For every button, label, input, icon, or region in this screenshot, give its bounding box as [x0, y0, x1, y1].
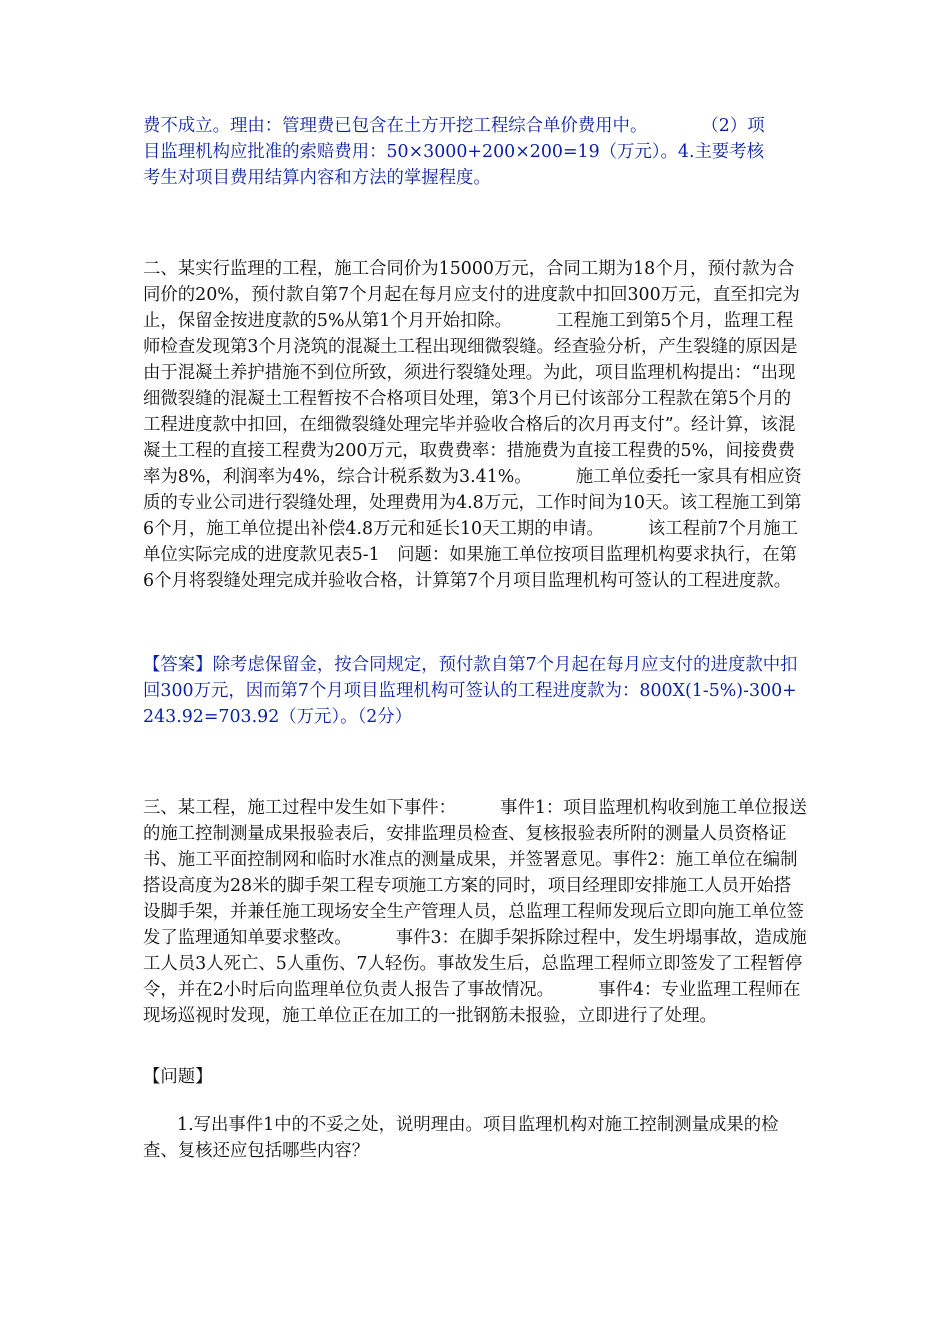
answer-paragraph-1 — [143, 113, 807, 191]
question-2-text-a: 二、某实行监理的工程，施工合同价为15000万元，合同工期为18个月，预付款为合同价的20%，预付款自第7个月起在每月应支付的进度款中扣回300万元，直至扣完为止，保留金按进度款的5%从第1个月开始扣除。 — [143, 259, 800, 331]
question-heading: 【问题】 — [143, 1067, 213, 1087]
question-3-text-b: 事件1：项目监理机构收到施工单位报送的施工控制测量成果报验表后，安排监理员检查、复核报验表所附的测量人员资格证书、施工平面控制网和临时水准点的测量成果，并签署意见。事件2：施工单位在编制搭设高度为28米的脚手架工程专项施工方案的同时，项目经理即安排施工人员开始搭设脚手架，并兼任施工现场安全生产管理人员，总监理工程师发现后立即向施工单位签发了监理通知单要求整改。 — [143, 798, 807, 948]
answer-2-text: 【答案】除考虑保留金，按合同规定，预付款自第7个月起在每月应支付的进度款中扣回300万元，因而第7个月项目监理机构可签认的工程进度款为：800X(1-5%)-300+243.92=703.92（万元）。（2分） — [143, 655, 798, 727]
question-3-text-a: 三、某工程，施工过程中发生如下事件： — [143, 798, 457, 818]
question-2-text-c: 施工单位委托一家具有相应资质的专业公司进行裂缝处理，处理费用为4.8万元，工作时间为10天。该工程施工到第6个月，施工单位提出补偿4.8万元和延长10天工期的申请。 — [143, 467, 802, 539]
question-3-text-d: 事件4：专业监理工程师在现场巡视时发现，施工单位正在加工的一批钢筋未报验，立即进行了处理。 — [143, 980, 801, 1026]
answer-1-line1b: （2）项 — [701, 116, 765, 136]
answer-1-line2: 目监理机构应批准的索赔费用：50×3000+200×200=19（万元）。4.主要考核 — [143, 142, 765, 162]
question-3-paragraph — [143, 795, 807, 1029]
answer-paragraph-2 — [143, 652, 807, 730]
question-item-1-text: 1.写出事件1中的不妥之处，说明理由。项目监理机构对施工控制测量成果的检查、复核还应包括哪些内容？ — [143, 1115, 779, 1161]
question-2-text-b: 工程施工到第5个月，监理工程师检查发现第3个月浇筑的混凝土工程出现细微裂缝。经查验分析，产生裂缝的原因是由于混凝土养护措施不到位所致，须进行裂缝处理。为此，项目监理机构提出：“出现细微裂缝的混凝土工程暂按不合格项目处理，第3个月已付该部分工程款在第5个月的工程进度款中扣回，在细微裂缝处理完毕并验收合格后的次月再支付”。经计算，该混凝土工程的直接工程费为200万元，取费费率：措施费为直接工程费的5%，间接费费率为8%，利润率为4%，综合计税系数为3.41%。 — [143, 311, 798, 487]
answer-1-line3: 考生对项目费用结算内容和方法的掌握程度。 — [143, 168, 491, 188]
question-item-1 — [143, 1112, 807, 1164]
answer-1-line1: 费不成立。理由：管理费已包含在土方开挖工程综合单价费用中。 — [143, 116, 648, 136]
question-3-text-c: 事件3：在脚手架拆除过程中，发生坍塌事故，造成施工人员3人死亡、5人重伤、7人轻伤。事故发生后，总监理工程师立即签发了工程暂停令，并在2小时后向监理单位负责人报告了事故情况。 — [143, 928, 807, 1000]
question-2-text-d: 该工程前7个月施工单位实际完成的进度款见表5-1 问题：如果施工单位按项目监理机构要求执行，在第6个月将裂缝处理完成并验收合格，计算第7个月项目监理机构可签认的工程进度款。 — [143, 519, 799, 591]
question-2-paragraph — [143, 256, 807, 594]
